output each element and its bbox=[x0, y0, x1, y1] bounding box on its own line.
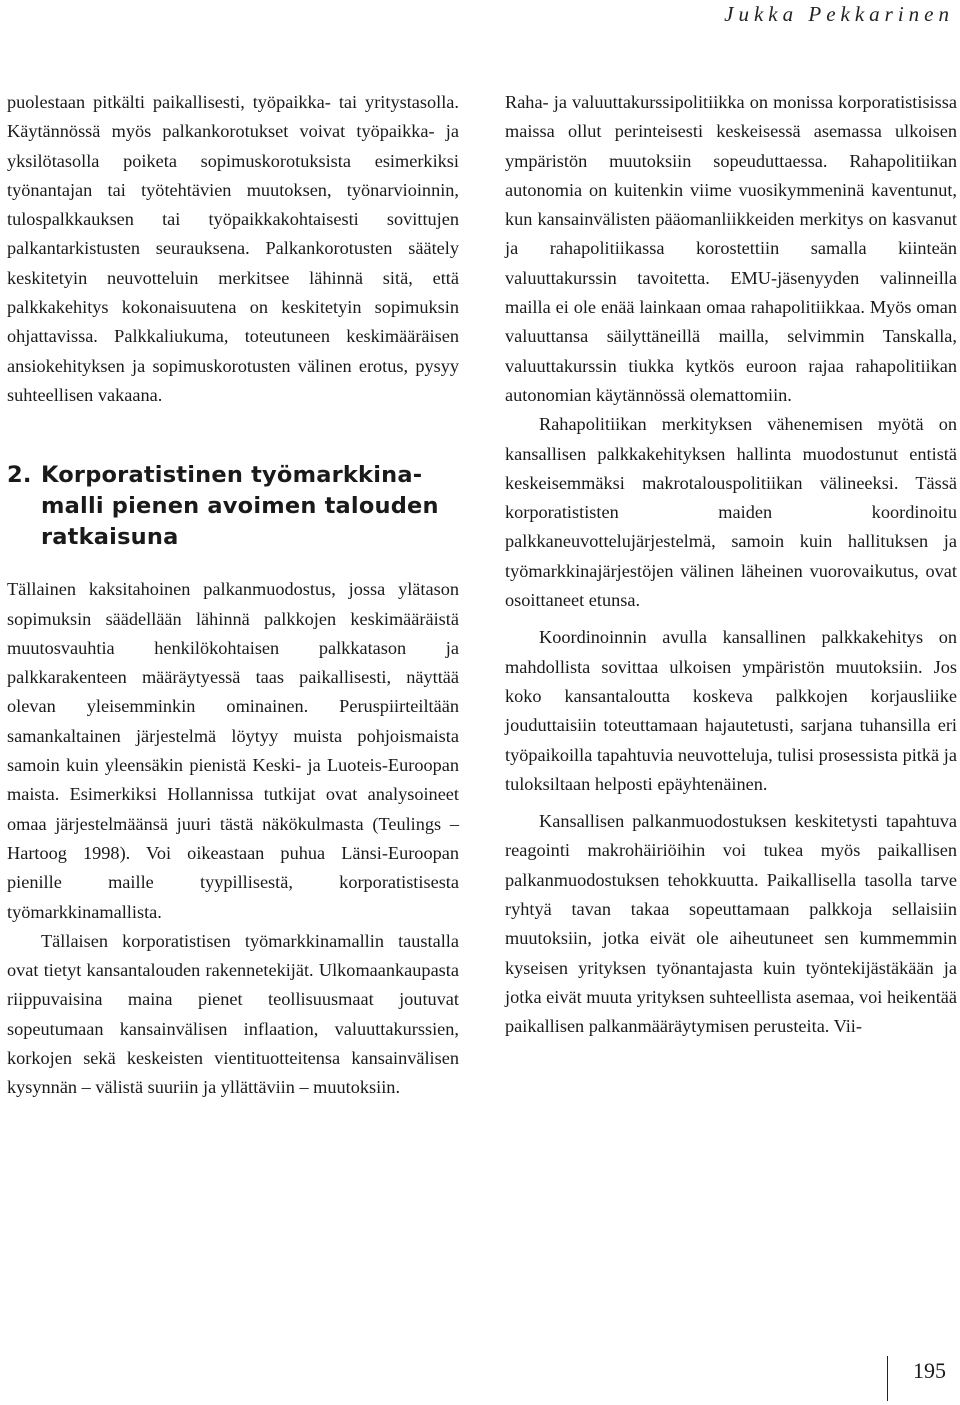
left-paragraph-1: puolestaan pitkälti paikallisesti, työpaikka- tai yritystasolla. Käytännössä myös palkankorotukset voivat työpaikka- ja yksilötasolla poiketa sopimuskorotuksista esimerkiksi työnantajan tai työtehtävien muutoksen, työnarvioinnin, tulospalkkauksen tai työpaikkakohtaisesti sovittujen palkantarkistusten seurauksena. Palkankorotusten säätely keskitetyin neuvotteluin merkitsee lähinnä sitä, että palkkakehitys kokonaisuutena on keskitetyin sopimuksin ohjattavissa. Palkkaliukuma, toteutuneen keskimääräisen ansiokehityksen ja sopimuskorotusten välinen erotus, pysyy suhteellisen vakaana. bbox=[7, 92, 459, 405]
section-heading-line-1: Korporatistinen työmarkkina- bbox=[41, 462, 423, 489]
left-paragraph-3: Tällaisen korporatistisen työmarkkinamallin taustalla ovat tietyt kansantalouden rakennetekijät. Ulkomaankaupasta riippuvaisina maina pienet teollisuusmaat joutuvat sopeutumaan kansainvälisen inflaation, valuuttakurssien, korkojen sekä keskeisten vientituotteitensa kansainvälisen kysynnän – välistä suuriin ja yllättäviin – muutoksiin. bbox=[7, 930, 459, 1098]
section-heading bbox=[7, 460, 459, 553]
section-heading-line-2: malli pienen avoimen talouden bbox=[41, 493, 439, 520]
left-paragraph-2: Tällainen kaksitahoinen palkanmuodostus, jossa ylätason sopimuksin säädellään lähinnä palkkojen keskimääräistä muutosvauhtia henkilökohtaisen palkkatason ja palkkarakenteen määräytyessä taas paikallisesti, näyttää olevan yleisemminkin ominainen. Peruspiirteiltään samankaltainen järjestelmä löytyy muista pohjoismaista samoin kuin yleensäkin pienistä Keski- ja Luoteis-Euroopan maista. Esimerkiksi Hollannissa tutkijat ovat analysoineet omaa järjestelmäänsä juuri tästä näkökulmasta (Teulings – Hartoog 1998). Voi oikeastaan puhua Länsi-Euroopan pienille maille tyypillisestä, korporatistisesta työmarkkinamallista. bbox=[7, 579, 459, 922]
right-column bbox=[505, 88, 957, 1042]
running-head: Jukka Pekkarinen bbox=[724, 2, 954, 26]
right-paragraph-3: Koordinoinnin avulla kansallinen palkkakehitys on mahdollista sovittaa ulkoisen ympäristön muutoksiin. Jos koko kansantaloutta koskeva palkkojen korjausliike jouduttaisiin toteuttamaan hajautetusti, sarjana tuhansilla eri työpaikoilla tapahtuvia neuvotteluja, tulisi prosessista pitkä ja tuloksiltaan helposti epäyhtenäinen. bbox=[505, 627, 957, 794]
page-number: 195 bbox=[913, 1358, 946, 1383]
left-column bbox=[7, 88, 459, 1103]
right-paragraph-1: Raha- ja valuuttakurssipolitiikka on monissa korporatistisissa maissa ollut perinteisesti keskeisessä asemassa ulkoisen ympäristön muutoksiin sopeuduttaessa. Rahapolitiikan autonomia on kuitenkin viime vuosikymmeninä kaventunut, kun kansainvälisten pääomanliikkeiden merkitys on kasvanut ja rahapolitiikassa korostettiin samalla kiinteän valuuttakurssin tavoitetta. EMU-jäsenyyden valinneilla mailla ei ole enää lainkaan omaa rahapolitiikkaa. Myös oman valuuttansa säilyttäneillä mailla, selvimmin Tanskalla, valuuttakurssin tiukka kytkös euroon rajaa rahapolitiikan autonomian käytännössä olemattomiin. bbox=[505, 92, 957, 405]
section-heading-line-3: ratkaisuna bbox=[41, 524, 179, 551]
right-paragraph-4: Kansallisen palkanmuodostuksen keskitetysti tapahtuva reagointi makrohäiriöihin voi tukea myös paikallisen palkanmuodostuksen tehokkuutta. Paikallisella tasolla tarve ryhtyä tavan takaa sopeuttamaan palkkoja sellaisiin muutoksiin, jotka eivät ole aiheutuneet sen kummemmin kyseisen yrityksen työnantajasta kuin työntekijästäkään ja jotka eivät muuta yrityksen suhteellista asemaa, voi heikentää paikallisen palkanmääräytymisen perusteita. Vii- bbox=[505, 811, 957, 1037]
page-number-rule bbox=[887, 1356, 888, 1401]
right-paragraph-2: Rahapolitiikan merkityksen vähenemisen myötä on kansallisen palkkakehityksen hallinta muodostunut entistä keskeisemmäksi makrotalouspolitiikan välineeksi. Tässä korporatististen maiden koordinoitu palkkaneuvottelujärjestelmä, samoin kuin hallituksen ja työmarkkinajärjestöjen välinen läheinen vuorovaikutus, ovat osoittaneet etunsa. bbox=[505, 414, 957, 611]
section-heading-number: 2. bbox=[7, 462, 32, 489]
